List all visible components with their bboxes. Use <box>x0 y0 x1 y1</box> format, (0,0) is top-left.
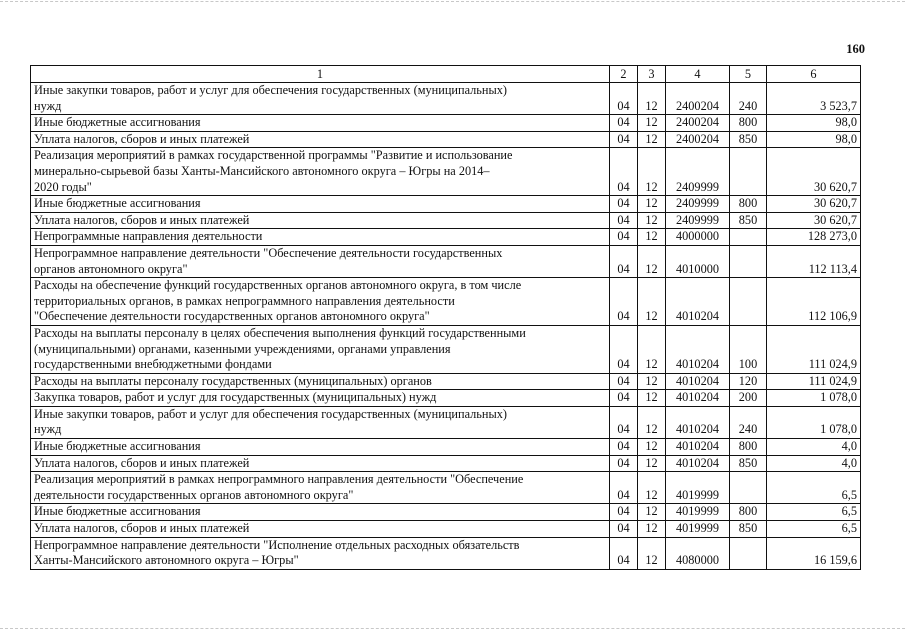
table-row <box>31 504 861 521</box>
row-expense-type: 120 <box>730 373 767 390</box>
row-expense-type: 850 <box>730 521 767 538</box>
row-name: Иные бюджетные ассигнования <box>31 196 610 213</box>
row-target-article: 4010204 <box>666 373 730 390</box>
row-expense-type: 240 <box>730 83 767 115</box>
row-subsection: 12 <box>638 504 666 521</box>
top-scan-edge <box>0 1 905 4</box>
table-row <box>31 196 861 213</box>
row-section: 04 <box>610 537 638 569</box>
table-row <box>31 537 861 569</box>
bottom-scan-edge <box>0 628 905 631</box>
row-subsection: 12 <box>638 406 666 438</box>
row-section: 04 <box>610 148 638 196</box>
row-expense-type <box>730 245 767 277</box>
row-section: 04 <box>610 390 638 407</box>
table-row <box>31 278 861 326</box>
row-expense-type: 850 <box>730 131 767 148</box>
row-amount: 98,0 <box>767 131 861 148</box>
row-target-article: 4080000 <box>666 537 730 569</box>
row-amount: 112 113,4 <box>767 245 861 277</box>
row-subsection: 12 <box>638 229 666 246</box>
col-header-section: 2 <box>610 66 638 83</box>
row-expense-type <box>730 148 767 196</box>
row-subsection: 12 <box>638 390 666 407</box>
row-target-article: 4010000 <box>666 245 730 277</box>
row-name: Уплата налогов, сборов и иных платежей <box>31 455 610 472</box>
row-name: Непрограммное направление деятельности "Исполнение отдельных расходных обязательств Ханты-Мансийского автономного округа – Югры" <box>31 537 610 569</box>
row-subsection: 12 <box>638 278 666 326</box>
row-amount: 4,0 <box>767 455 861 472</box>
row-amount: 6,5 <box>767 472 861 504</box>
row-expense-type: 200 <box>730 390 767 407</box>
row-target-article: 2400204 <box>666 115 730 132</box>
row-target-article: 2409999 <box>666 196 730 213</box>
table-row <box>31 455 861 472</box>
row-expense-type: 800 <box>730 439 767 456</box>
row-target-article: 4019999 <box>666 521 730 538</box>
row-amount: 6,5 <box>767 504 861 521</box>
row-subsection: 12 <box>638 115 666 132</box>
table-row <box>31 406 861 438</box>
table-row <box>31 148 861 196</box>
row-expense-type: 800 <box>730 196 767 213</box>
col-header-subsection: 3 <box>638 66 666 83</box>
row-name: Иные закупки товаров, работ и услуг для обеспечения государственных (муниципальных) нужд <box>31 83 610 115</box>
row-target-article: 4019999 <box>666 472 730 504</box>
row-name: Непрограммные направления деятельности <box>31 229 610 246</box>
col-header-amount: 6 <box>767 66 861 83</box>
row-section: 04 <box>610 212 638 229</box>
table-header-row <box>31 66 861 83</box>
row-target-article: 4010204 <box>666 390 730 407</box>
row-target-article: 2409999 <box>666 148 730 196</box>
row-section: 04 <box>610 406 638 438</box>
row-target-article: 4019999 <box>666 504 730 521</box>
row-section: 04 <box>610 131 638 148</box>
row-expense-type: 800 <box>730 115 767 132</box>
row-name: Иные бюджетные ассигнования <box>31 115 610 132</box>
row-section: 04 <box>610 472 638 504</box>
row-subsection: 12 <box>638 245 666 277</box>
row-subsection: 12 <box>638 521 666 538</box>
table-row <box>31 390 861 407</box>
row-target-article: 2400204 <box>666 83 730 115</box>
table-row <box>31 472 861 504</box>
row-subsection: 12 <box>638 537 666 569</box>
row-name: Уплата налогов, сборов и иных платежей <box>31 131 610 148</box>
row-name: Уплата налогов, сборов и иных платежей <box>31 521 610 538</box>
row-section: 04 <box>610 455 638 472</box>
budget-table <box>30 65 861 570</box>
row-amount: 1 078,0 <box>767 390 861 407</box>
row-subsection: 12 <box>638 148 666 196</box>
row-expense-type: 240 <box>730 406 767 438</box>
row-amount: 16 159,6 <box>767 537 861 569</box>
row-section: 04 <box>610 325 638 373</box>
row-amount: 128 273,0 <box>767 229 861 246</box>
row-name: Расходы на выплаты персоналу государственных (муниципальных) органов <box>31 373 610 390</box>
row-name: Реализация мероприятий в рамках непрограммного направления деятельности "Обеспечение деятельности государственных органов автономного округа" <box>31 472 610 504</box>
row-expense-type <box>730 537 767 569</box>
row-amount: 6,5 <box>767 521 861 538</box>
table-row <box>31 439 861 456</box>
row-subsection: 12 <box>638 325 666 373</box>
row-target-article: 2400204 <box>666 131 730 148</box>
row-amount: 112 106,9 <box>767 278 861 326</box>
row-subsection: 12 <box>638 196 666 213</box>
row-target-article: 2409999 <box>666 212 730 229</box>
row-section: 04 <box>610 115 638 132</box>
row-name: Расходы на обеспечение функций государственных органов автономного округа, в том числе территориальных органов, в рамках непрограммного направления деятельности "Обеспечение деятельности государственных органов автономного округа" <box>31 278 610 326</box>
row-expense-type <box>730 472 767 504</box>
row-subsection: 12 <box>638 212 666 229</box>
col-header-target-article: 4 <box>666 66 730 83</box>
row-name: Закупка товаров, работ и услуг для государственных (муниципальных) нужд <box>31 390 610 407</box>
col-header-name: 1 <box>31 66 610 83</box>
row-amount: 30 620,7 <box>767 148 861 196</box>
row-amount: 30 620,7 <box>767 212 861 229</box>
row-subsection: 12 <box>638 472 666 504</box>
row-target-article: 4010204 <box>666 455 730 472</box>
row-section: 04 <box>610 278 638 326</box>
table-row <box>31 245 861 277</box>
table-row <box>31 131 861 148</box>
row-amount: 3 523,7 <box>767 83 861 115</box>
table-row <box>31 229 861 246</box>
row-amount: 98,0 <box>767 115 861 132</box>
row-section: 04 <box>610 229 638 246</box>
row-section: 04 <box>610 439 638 456</box>
row-expense-type: 800 <box>730 504 767 521</box>
table-row <box>31 373 861 390</box>
row-amount: 111 024,9 <box>767 325 861 373</box>
row-expense-type: 850 <box>730 455 767 472</box>
row-target-article: 4010204 <box>666 406 730 438</box>
table-row <box>31 115 861 132</box>
row-amount: 1 078,0 <box>767 406 861 438</box>
row-subsection: 12 <box>638 131 666 148</box>
row-section: 04 <box>610 196 638 213</box>
row-target-article: 4000000 <box>666 229 730 246</box>
row-name: Иные бюджетные ассигнования <box>31 504 610 521</box>
row-expense-type <box>730 229 767 246</box>
row-name: Уплата налогов, сборов и иных платежей <box>31 212 610 229</box>
row-name: Реализация мероприятий в рамках государственной программы "Развитие и использование минерально-сырьевой базы Ханты-Мансийского автономного округа – Югры на 2014– 2020 годы" <box>31 148 610 196</box>
row-subsection: 12 <box>638 439 666 456</box>
row-name: Иные бюджетные ассигнования <box>31 439 610 456</box>
row-section: 04 <box>610 245 638 277</box>
row-expense-type: 850 <box>730 212 767 229</box>
row-subsection: 12 <box>638 373 666 390</box>
row-target-article: 4010204 <box>666 278 730 326</box>
row-section: 04 <box>610 504 638 521</box>
page-number: 160 <box>846 42 865 56</box>
table-row <box>31 83 861 115</box>
row-amount: 111 024,9 <box>767 373 861 390</box>
row-expense-type <box>730 278 767 326</box>
col-header-expense-type: 5 <box>730 66 767 83</box>
row-name: Непрограммное направление деятельности "Обеспечение деятельности государственных органов автономного округа" <box>31 245 610 277</box>
row-amount: 30 620,7 <box>767 196 861 213</box>
row-name: Иные закупки товаров, работ и услуг для обеспечения государственных (муниципальных) нужд <box>31 406 610 438</box>
row-name: Расходы на выплаты персоналу в целях обеспечения выполнения функций государственными (муниципальными) органами, казенными учреждениями, органами управления государственными внебюджетными фондами <box>31 325 610 373</box>
table-row <box>31 325 861 373</box>
table-row <box>31 212 861 229</box>
row-expense-type: 100 <box>730 325 767 373</box>
row-section: 04 <box>610 373 638 390</box>
row-subsection: 12 <box>638 83 666 115</box>
row-target-article: 4010204 <box>666 325 730 373</box>
row-section: 04 <box>610 521 638 538</box>
row-amount: 4,0 <box>767 439 861 456</box>
row-section: 04 <box>610 83 638 115</box>
table-row <box>31 521 861 538</box>
row-subsection: 12 <box>638 455 666 472</box>
row-target-article: 4010204 <box>666 439 730 456</box>
